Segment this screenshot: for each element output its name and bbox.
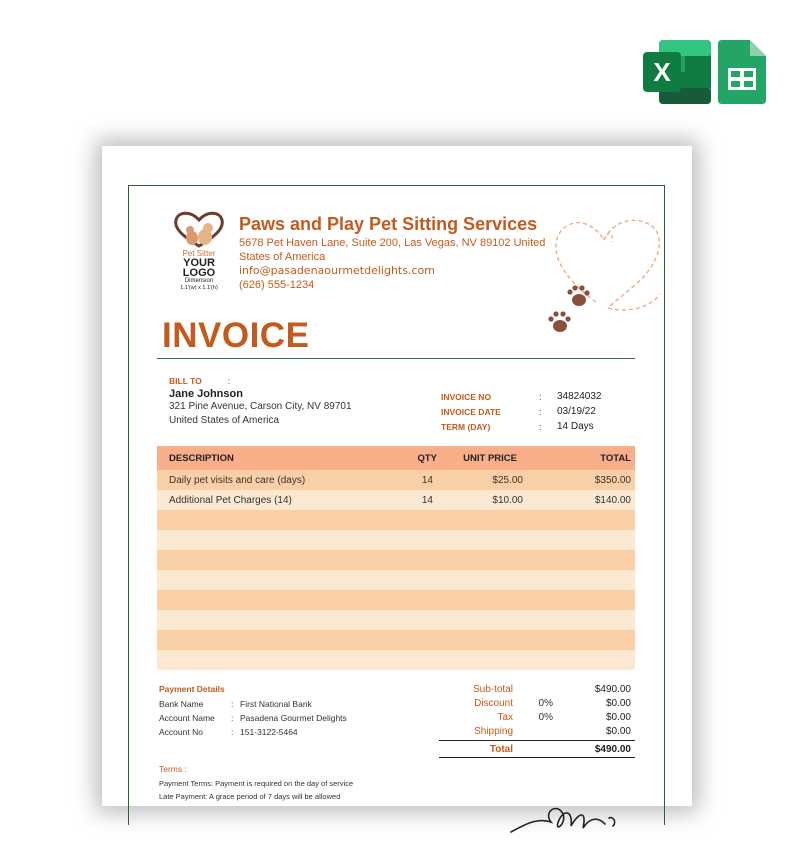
subtotal-row bbox=[439, 682, 635, 696]
total-label: Total bbox=[489, 743, 513, 755]
cell-qty: 14 bbox=[421, 474, 433, 486]
cell-total: $140.00 bbox=[594, 494, 631, 506]
pet-logo-icon bbox=[172, 210, 226, 248]
discount-pct: 0% bbox=[538, 697, 553, 709]
bill-to-section bbox=[169, 376, 409, 428]
payment-value: 151-3122-5464 bbox=[240, 727, 298, 737]
meta-value: 34824032 bbox=[557, 391, 602, 402]
totals-section bbox=[439, 682, 635, 758]
payment-colon: : bbox=[231, 713, 234, 723]
total-underline bbox=[439, 757, 635, 758]
subtotal-label: Sub-total bbox=[472, 683, 513, 695]
header-qty: QTY bbox=[417, 452, 437, 464]
cell-unit-price: $25.00 bbox=[492, 474, 523, 486]
meta-term bbox=[441, 419, 631, 434]
company-address: 5678 Pet Haven Lane, Suite 200, Las Vegas, NV 89102 United States of America bbox=[239, 237, 546, 263]
logo-line-4: Dimension bbox=[184, 278, 214, 284]
total-row bbox=[439, 741, 635, 757]
shipping-value: $0.00 bbox=[605, 725, 631, 737]
table-row[interactable] bbox=[157, 570, 635, 590]
meta-colon: : bbox=[539, 406, 542, 417]
discount-label: Discount bbox=[474, 697, 513, 709]
logo-line-5: 1.1'(w) x 1.1'(h) bbox=[180, 285, 218, 291]
subtotal-value: $490.00 bbox=[594, 683, 631, 695]
payment-label: Bank Name bbox=[159, 699, 204, 709]
logo-line-2: YOUR bbox=[183, 257, 215, 269]
table-row[interactable] bbox=[157, 470, 635, 490]
bill-to-name: Jane Johnson bbox=[169, 388, 243, 400]
table-row[interactable] bbox=[157, 610, 635, 630]
terms-heading: Terms : bbox=[159, 764, 187, 774]
table-header bbox=[157, 446, 635, 470]
invoice-frame bbox=[128, 185, 665, 825]
table-row[interactable] bbox=[157, 630, 635, 650]
header-total: TOTAL bbox=[600, 452, 631, 464]
table-row[interactable] bbox=[157, 530, 635, 550]
logo-line-3: LOGO bbox=[182, 267, 216, 279]
cell-total: $350.00 bbox=[594, 474, 631, 486]
meta-label: INVOICE DATE bbox=[441, 406, 501, 417]
company-phone: (626) 555-1234 bbox=[239, 279, 315, 291]
meta-label: INVOICE NO bbox=[441, 391, 492, 402]
meta-invoice-no bbox=[441, 389, 631, 404]
table-row[interactable] bbox=[157, 550, 635, 570]
shipping-row bbox=[439, 724, 635, 738]
tax-value: $0.00 bbox=[605, 711, 631, 723]
meta-colon: : bbox=[539, 421, 542, 432]
cell-description: Daily pet visits and care (days) bbox=[169, 474, 306, 486]
shipping-label: Shipping bbox=[474, 725, 513, 737]
invoice-meta bbox=[441, 389, 631, 434]
meta-invoice-date bbox=[441, 404, 631, 419]
payment-account-no bbox=[159, 725, 409, 739]
company-info bbox=[239, 213, 559, 292]
terms-line-1: Payment Terms: Payment is required on the day of service bbox=[159, 779, 354, 788]
bill-to-colon: : bbox=[227, 376, 231, 386]
payment-heading: Payment Details bbox=[159, 684, 225, 694]
payment-bank-name bbox=[159, 697, 409, 711]
app-icons bbox=[643, 40, 767, 106]
payment-account-name bbox=[159, 711, 409, 725]
invoice-title: INVOICE bbox=[162, 316, 310, 355]
meta-colon: : bbox=[539, 391, 542, 402]
table-row[interactable] bbox=[157, 510, 635, 530]
bill-to-label-text: BILL TO bbox=[169, 376, 202, 386]
meta-value: 14 Days bbox=[557, 421, 594, 432]
payment-colon: : bbox=[231, 699, 234, 709]
svg-text:X: X bbox=[653, 57, 671, 87]
payment-value: First National Bank bbox=[240, 699, 312, 709]
payment-colon: : bbox=[231, 727, 234, 737]
logo-line-1: Pet Sitter bbox=[182, 249, 216, 258]
bill-to-address-1: 321 Pine Avenue, Carson City, NV 89701 bbox=[169, 401, 352, 412]
total-value: $490.00 bbox=[594, 743, 631, 755]
payment-label: Account Name bbox=[159, 713, 215, 723]
header-unit-price: UNIT PRICE bbox=[463, 452, 517, 464]
company-email: info@pasadenaourmetdelights.com bbox=[239, 264, 435, 277]
meta-label: TERM (DAY) bbox=[441, 421, 491, 432]
discount-row bbox=[439, 696, 635, 710]
terms-line-2: Late Payment: A grace period of 7 days will be allowed bbox=[159, 792, 341, 801]
google-sheets-icon bbox=[718, 40, 766, 104]
cell-qty: 14 bbox=[421, 494, 433, 506]
signature-icon bbox=[509, 772, 629, 842]
discount-value: $0.00 bbox=[605, 697, 631, 709]
payment-value: Pasadena Gourmet Delights bbox=[240, 713, 347, 723]
items-table bbox=[157, 446, 635, 670]
tax-pct: 0% bbox=[538, 711, 553, 723]
payment-details bbox=[159, 684, 409, 739]
heart-paw-decoration-icon bbox=[534, 202, 664, 342]
invoice-paper bbox=[102, 146, 692, 806]
table-row[interactable] bbox=[157, 650, 635, 670]
logo-placeholder bbox=[169, 210, 229, 290]
paw-print-icon-2 bbox=[548, 311, 570, 332]
payment-label: Account No bbox=[159, 727, 203, 737]
table-row[interactable] bbox=[157, 490, 635, 510]
excel-icon bbox=[643, 40, 711, 104]
cell-description: Additional Pet Charges (14) bbox=[169, 494, 292, 506]
meta-value: 03/19/22 bbox=[557, 406, 596, 417]
title-divider bbox=[157, 358, 635, 359]
tax-row bbox=[439, 710, 635, 724]
bill-to-label bbox=[169, 376, 409, 386]
company-name: Paws and Play Pet Sitting Services bbox=[239, 214, 538, 234]
cell-unit-price: $10.00 bbox=[492, 494, 523, 506]
terms-section bbox=[159, 764, 419, 803]
tax-label: Tax bbox=[497, 711, 513, 723]
bill-to-address-2: United States of America bbox=[169, 415, 280, 426]
header-description: DESCRIPTION bbox=[169, 452, 234, 464]
table-row[interactable] bbox=[157, 590, 635, 610]
